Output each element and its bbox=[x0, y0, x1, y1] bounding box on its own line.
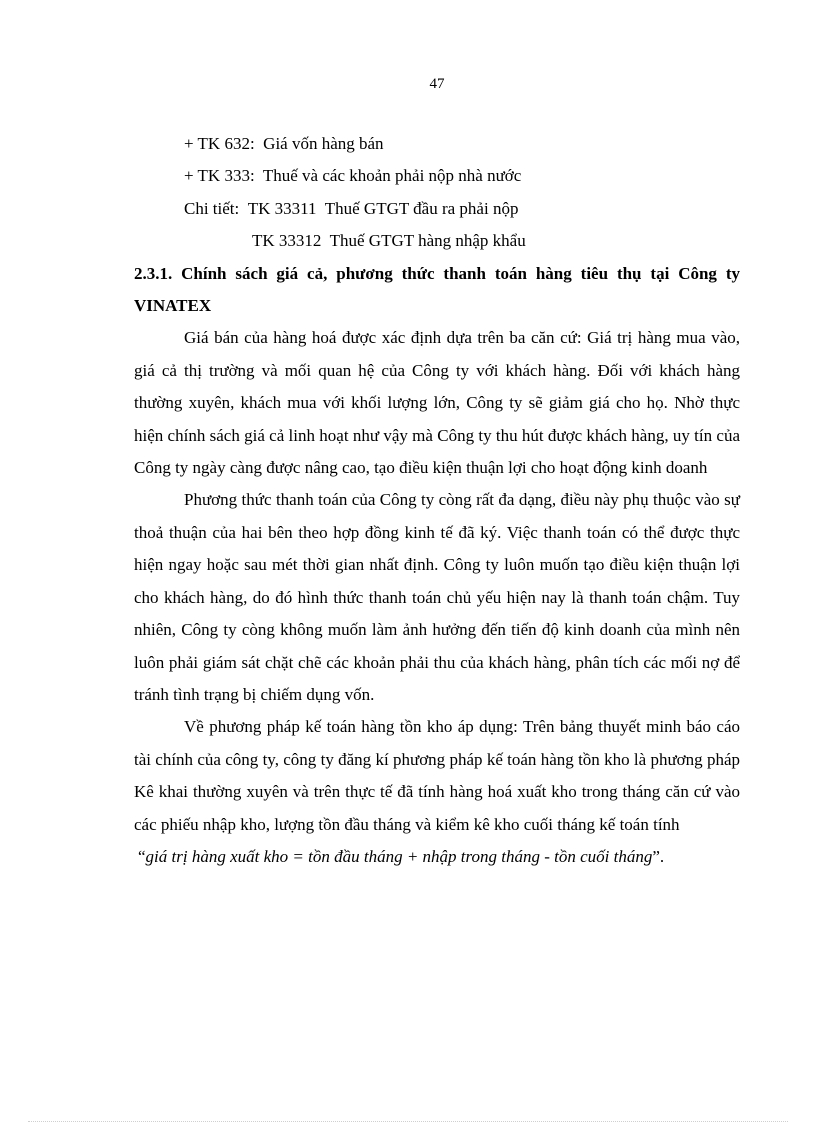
formula-open-quote: “ bbox=[138, 846, 146, 866]
document-body bbox=[134, 128, 740, 873]
detail-label: Chi tiết: bbox=[184, 198, 240, 218]
detail-text: Thuế GTGT đầu ra phải nộp bbox=[324, 198, 519, 218]
account-line-333 bbox=[134, 160, 740, 192]
paragraph-payment-method: Phương thức thanh toán của Công ty còng rất đa dạng, điều này phụ thuộc vào sự thoả thuận của hai bên theo hợp đồng kinh tế đã ký. Việc thanh toán có thể được thực hiện ngay hoặc sau mét thời gian nhất định. Công ty luôn muốn tạo điều kiện thuận lợi cho khách hàng, do đó hình thức thanh toán chủ yếu hiện nay là thanh toán chậm. Tuy nhiên, Công ty còng không muốn làm ảnh hưởng đến tiến độ kinh doanh của mình nên luôn phải giám sát chặt chẽ các khoản phải thu của khách hàng, phân tích các mối nợ để tránh tình trạng bị chiếm dụng vốn. bbox=[134, 490, 740, 704]
detail-code: TK 33311 bbox=[247, 198, 317, 218]
formula-text: giá trị hàng xuất kho = tồn đầu tháng + nhập trong tháng - tồn cuối tháng bbox=[145, 846, 653, 866]
detail-line-33311 bbox=[134, 193, 740, 225]
account-text: Giá vốn hàng bán bbox=[263, 134, 384, 153]
page-bottom-border bbox=[28, 1121, 788, 1122]
account-prefix: + TK 632: bbox=[184, 134, 255, 153]
account-text: Thuế và các khoản phải nộp nhà nước bbox=[262, 166, 522, 186]
formula-close-quote: ”. bbox=[652, 846, 665, 866]
paragraph-inventory-method: Về phương pháp kế toán hàng tồn kho áp dụng: Trên bảng thuyết minh báo cáo tài chính của công ty, công ty đăng kí phương pháp kế toán hàng tồn kho là phương pháp Kê khai thường xuyên và trên thực tế đã tính hàng hoá xuất kho trong tháng căn cứ vào các phiếu nhập kho, lượng tồn đầu tháng và kiểm kê kho cuối tháng kế toán tính bbox=[134, 717, 740, 834]
account-prefix: + TK 333: bbox=[184, 166, 255, 186]
inventory-formula bbox=[134, 841, 740, 873]
paragraph-pricing-policy: Giá bán của hàng hoá được xác định dựa trên ba căn cứ: Giá trị hàng mua vào, giá cả thị trường và mối quan hệ của Công ty với khách hàng. Đối với khách hàng thường xuyên, khách mua với khối lượng lớn, Công ty sẽ giảm giá cho họ. Nhờ thực hiện chính sách giá cả linh hoạt như vậy mà Công ty thu hút được khách hàng, uy tín của Công ty ngày càng được nâng cao, tạo điều kiện thuận lợi cho hoạt động kinh doanh bbox=[134, 328, 740, 478]
page-number: 47 bbox=[429, 76, 445, 92]
detail-line-33312 bbox=[134, 225, 740, 257]
detail-text: Thuế GTGT hàng nhập khẩu bbox=[329, 231, 526, 251]
section-heading: 2.3.1. Chính sách giá cả, phương thức thanh toán hàng tiêu thụ tại Công ty VINATEX bbox=[134, 263, 740, 316]
detail-code: TK 33312 bbox=[252, 231, 322, 251]
account-line-632 bbox=[134, 128, 740, 160]
